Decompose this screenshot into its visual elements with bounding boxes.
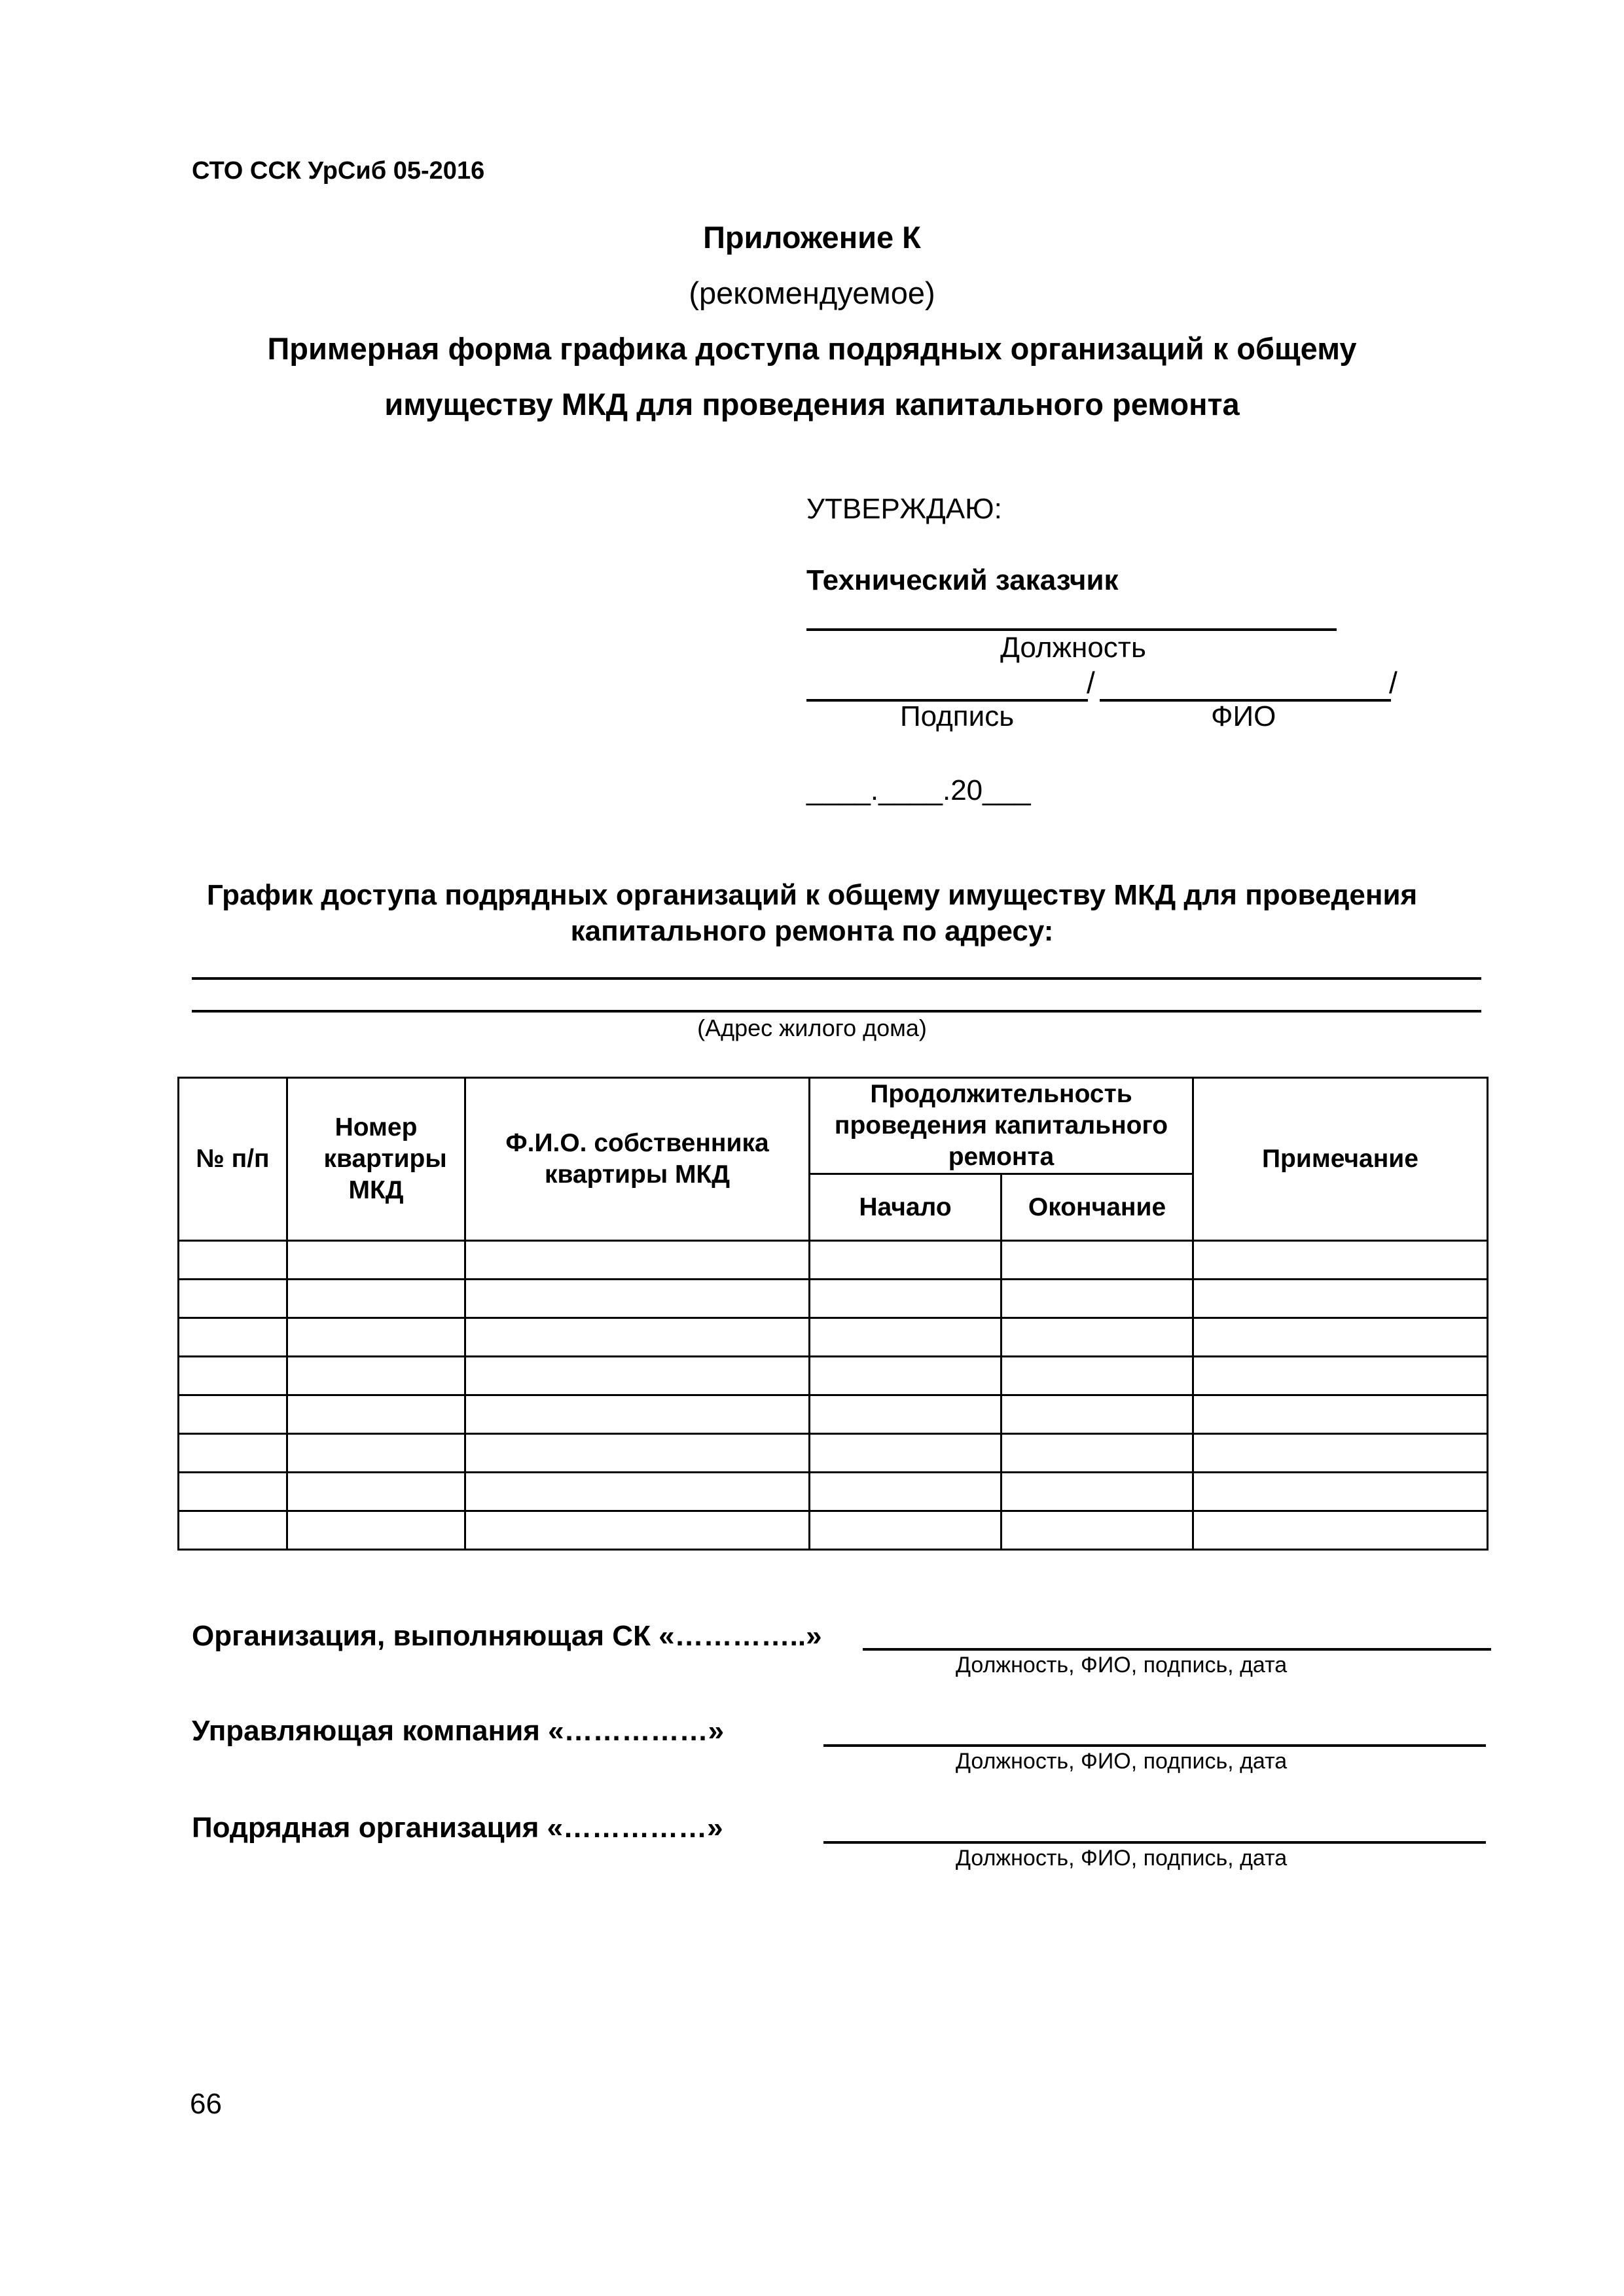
header-note: Примечание (1193, 1078, 1488, 1241)
table-cell[interactable] (465, 1357, 810, 1395)
signature-caption: Подпись (900, 700, 1015, 732)
table-cell[interactable] (179, 1241, 287, 1280)
table-cell[interactable] (1193, 1511, 1488, 1550)
form-title-line1: Примерная форма графика доступа подрядных организаций к общему (267, 331, 1357, 366)
table-cell[interactable] (287, 1241, 465, 1280)
table-cell[interactable] (465, 1434, 810, 1473)
table-cell[interactable] (810, 1318, 1001, 1357)
table-cell[interactable] (287, 1473, 465, 1511)
table-cell[interactable] (1193, 1318, 1488, 1357)
table-row (179, 1473, 1488, 1511)
contractor-label: Подрядная организация «……………» (192, 1812, 723, 1844)
management-signature-line (823, 1744, 1486, 1747)
header-duration (810, 1078, 1193, 1174)
table-row (179, 1280, 1488, 1318)
table-cell[interactable] (465, 1280, 810, 1318)
table-cell[interactable] (287, 1511, 465, 1550)
table-cell[interactable] (179, 1280, 287, 1318)
table-row (179, 1357, 1488, 1395)
schedule-title (0, 877, 1624, 949)
table-cell[interactable] (179, 1357, 287, 1395)
table-row (179, 1318, 1488, 1357)
schedule-title-text: График доступа подрядных организаций к общему имуществу МКД для проведения капитального ремонта по адресу: (206, 879, 1418, 947)
table-cell[interactable] (1001, 1434, 1193, 1473)
table-cell[interactable] (465, 1511, 810, 1550)
table-cell[interactable] (179, 1511, 287, 1550)
table-cell[interactable] (179, 1473, 287, 1511)
header-end: Окончание (1001, 1174, 1193, 1241)
approver-title: Технический заказчик (806, 564, 1119, 596)
table-cell[interactable] (1193, 1357, 1488, 1395)
header-number: № п/п (179, 1078, 287, 1241)
table-cell[interactable] (1001, 1473, 1193, 1511)
fio-caption: ФИО (1211, 700, 1276, 732)
table-cell[interactable] (810, 1473, 1001, 1511)
contractor-signature-line (823, 1841, 1486, 1844)
table-cell[interactable] (810, 1434, 1001, 1473)
header-owner-text: Ф.И.О. собственника квартиры МКД (505, 1129, 769, 1189)
table-cell[interactable] (1193, 1241, 1488, 1280)
table-row (179, 1434, 1488, 1473)
table-cell[interactable] (1193, 1395, 1488, 1434)
document-code: СТО ССК УрСиб 05-2016 (192, 157, 485, 185)
table-cell[interactable] (1001, 1318, 1193, 1357)
approval-date: ____.____.20___ (806, 774, 1031, 806)
table-cell[interactable] (287, 1318, 465, 1357)
page-number: 66 (190, 2088, 222, 2120)
table-cell[interactable] (465, 1318, 810, 1357)
table-cell[interactable] (1001, 1241, 1193, 1280)
address-line-2 (192, 1010, 1481, 1013)
contractor-caption: Должность, ФИО, подпись, дата (956, 1846, 1288, 1871)
table-cell[interactable] (179, 1395, 287, 1434)
schedule-table (177, 1077, 1489, 1551)
table-cell[interactable] (1001, 1511, 1193, 1550)
header-owner (465, 1078, 810, 1241)
form-title-line2: имуществу МКД для проведения капитального ремонта (384, 387, 1240, 422)
table-cell[interactable] (465, 1473, 810, 1511)
table-cell[interactable] (465, 1395, 810, 1434)
org-sk-label: Организация, выполняющая СК «…………..» (192, 1620, 822, 1652)
management-caption: Должность, ФИО, подпись, дата (956, 1749, 1288, 1774)
header-apartment-text: Номер квартиры МКД (323, 1113, 447, 1204)
table-cell[interactable] (810, 1241, 1001, 1280)
table-cell[interactable] (287, 1395, 465, 1434)
address-line-1 (192, 977, 1481, 980)
table-cell[interactable] (1001, 1357, 1193, 1395)
table-cell[interactable] (287, 1357, 465, 1395)
table-cell[interactable] (287, 1434, 465, 1473)
approve-label: УТВЕРЖДАЮ: (806, 493, 1002, 525)
table-cell[interactable] (810, 1511, 1001, 1550)
org-sk-signature-line (863, 1648, 1491, 1651)
table-cell[interactable] (1193, 1434, 1488, 1473)
appendix-status: (рекомендуемое) (689, 276, 935, 310)
management-label: Управляющая компания «……………» (192, 1715, 725, 1747)
table-cell[interactable] (1001, 1395, 1193, 1434)
table-cell[interactable] (1193, 1280, 1488, 1318)
table-cell[interactable] (1001, 1280, 1193, 1318)
table-cell[interactable] (810, 1280, 1001, 1318)
table-cell[interactable] (179, 1434, 287, 1473)
address-caption: (Адрес жилого дома) (697, 1014, 927, 1041)
appendix-title: Приложение К (703, 220, 921, 255)
table-row (179, 1395, 1488, 1434)
header-duration-text: Продолжительность проведения капитального ремонта (834, 1080, 1168, 1171)
table-header-row (179, 1078, 1488, 1174)
table-cell[interactable] (465, 1241, 810, 1280)
header-start: Начало (810, 1174, 1001, 1241)
slash-separator: / (1087, 666, 1095, 700)
position-caption: Должность (1000, 632, 1146, 664)
table-cell[interactable] (179, 1318, 287, 1357)
slash-separator: / (1389, 666, 1398, 700)
table-row (179, 1241, 1488, 1280)
header-apartment (287, 1078, 465, 1241)
org-sk-caption: Должность, ФИО, подпись, дата (956, 1653, 1288, 1677)
table-cell[interactable] (810, 1357, 1001, 1395)
table-cell[interactable] (287, 1280, 465, 1318)
table-row (179, 1511, 1488, 1550)
table-cell[interactable] (1193, 1473, 1488, 1511)
table-cell[interactable] (810, 1395, 1001, 1434)
position-line (806, 628, 1337, 631)
